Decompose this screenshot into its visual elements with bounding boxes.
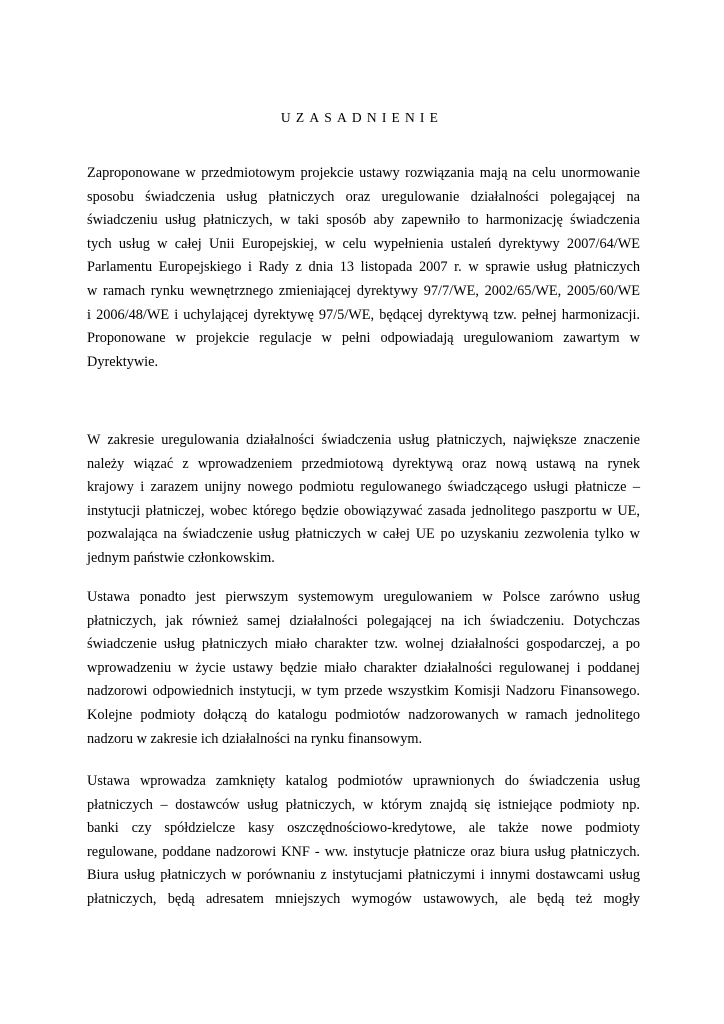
paragraph-line: pozwalająca na świadczenie usług płatniczych w całej UE po uzyskaniu zezwolenia tylko w: [87, 526, 640, 543]
paragraph-line: Ustawa ponadto jest pierwszym systemowym uregulowaniem w Polsce zarówno usług: [87, 589, 640, 605]
paragraph-line: Dyrektywie.: [87, 353, 159, 370]
paragraph-line: banki czy spółdzielcze kasy oszczędnościowo-kredytowe, ale także nowe podmioty: [87, 820, 640, 837]
paragraph-line: świadczenie usług płatniczych miało charakter tzw. wolnej działalności gospodarczej, a po: [87, 636, 640, 653]
paragraph-line: i 2006/48/WE i uchylającej dyrektywę 97/5/WE, będącej dyrektywą tzw. pełnej harmonizacji.: [87, 306, 640, 323]
paragraph-line: sposobu świadczenia usług płatniczych oraz uregulowanie działalności polegającej na: [87, 188, 640, 205]
paragraph-line: nadzoru w zakresie ich działalności na rynku finansowym.: [87, 730, 423, 747]
paragraph-line: w ramach rynku wewnętrznego zmieniającej dyrektywy 97/7/WE, 2002/65/WE, 2005/60/WE: [87, 282, 640, 299]
paragraph-4: [87, 770, 640, 912]
paragraph-line: krajowy i zarazem unijny nowego podmiotu regulowanego świadczącego usługi płatnicze –: [87, 479, 640, 496]
paragraph-line: świadczeniu usług płatniczych, w taki sposób aby zapewniło to harmonizację świadczenia: [87, 212, 640, 229]
paragraph-line: instytucji płatniczej, wobec którego będzie obowiązywać zasada jednolitego paszportu w UE,: [87, 502, 640, 519]
paragraph-line: nadzorowi odpowiednich instytucji, w tym przede wszystkim Komisji Nadzoru Finansowego.: [87, 683, 640, 700]
paragraph-line: W zakresie uregulowania działalności świadczenia usług płatniczych, największe znaczenie: [87, 432, 640, 448]
paragraph-line: Zaproponowane w przedmiotowym projekcie ustawy rozwiązania mają na celu unormowanie: [87, 165, 640, 181]
paragraph-line: Biura usług płatniczych w porównaniu z instytucjami płatniczymi i innymi dostawcami usług: [87, 867, 640, 884]
paragraph-line: płatniczych, jak również samej działalności polegającej na ich świadczeniu. Dotychczas: [87, 612, 640, 629]
paragraph-line: tych usług w całej Unii Europejskiej, w celu wypełnienia ustaleń dyrektywy 2007/64/WE: [87, 235, 640, 252]
paragraph-line: należy wiązać z wprowadzeniem przedmiotową dyrektywą oraz nową ustawą na rynek: [87, 455, 640, 472]
document-title: UZASADNIENIE: [280, 110, 444, 125]
paragraph-line: Kolejne podmioty dołączą do katalogu podmiotów nadzorowanych w ramach jednolitego: [87, 706, 640, 723]
paragraph-line: regulowane, poddane nadzorowi KNF - ww. instytucje płatnicze oraz biura usług płatniczych.: [87, 843, 640, 860]
paragraph-line: płatniczych, będą adresatem mniejszych wymogów ustawowych, ale będą też mogły: [87, 890, 640, 907]
paragraph-line: wprowadzeniu w życie ustawy będzie miało charakter działalności regulowanej i poddanej: [87, 659, 640, 676]
paragraph-line: Ustawa wprowadza zamknięty katalog podmiotów uprawnionych do świadczenia usług: [87, 773, 640, 789]
paragraph-line: płatniczych – dostawców usług płatniczych, w którym znajdą się istniejące podmioty np.: [87, 796, 640, 813]
paragraph-line: Proponowane w projekcie regulacje w pełni odpowiadają uregulowaniom zawartym w: [87, 330, 640, 347]
paragraph-line: jednym państwie członkowskim.: [87, 549, 275, 566]
paragraph-line: Parlamentu Europejskiego i Rady z dnia 13 listopada 2007 r. w sprawie usług płatniczych: [87, 259, 640, 276]
paragraph-2: [87, 429, 640, 571]
paragraph-1: [87, 162, 640, 374]
paragraph-3: [87, 586, 640, 751]
